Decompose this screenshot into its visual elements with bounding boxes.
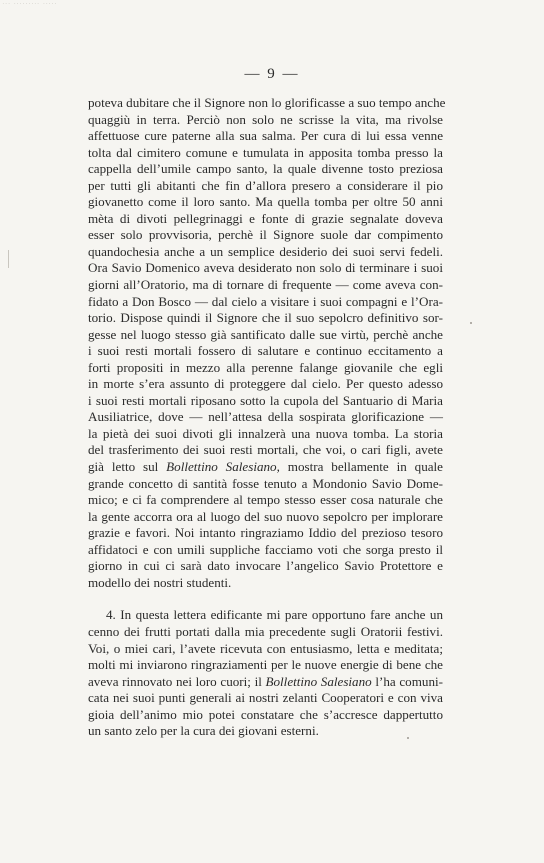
text-line: del trasferimento dei suoi resti mortali, che voi, o cari figli, avete bbox=[88, 442, 443, 458]
text-line: la gente accorra ora al luogo del suo nuovo sepolcro per implorare bbox=[88, 508, 443, 524]
italic-title: Bollettino Salesiano bbox=[265, 673, 372, 689]
text-line: giorni all’Oratorio, ma di tornare di frequente — come aveva con- bbox=[88, 277, 443, 293]
text-line: i suoi resti mortali riposano sotto la cupola del Santuario di Maria bbox=[88, 392, 443, 408]
text-line: in morte s’era assunto di proteggere dal cielo. Per questo adesso bbox=[88, 376, 443, 392]
text-line: quaggiù in terra. Perciò non solo ne scrisse la vita, ma rivolse bbox=[88, 111, 443, 127]
text-line: tolta dal cimitero comune e tumulata in apposita tomba presso la bbox=[88, 144, 443, 160]
text-line bbox=[88, 459, 443, 476]
text-line: affettuose cure paterne alla sua salma. Per cura di lui essa venne bbox=[88, 128, 443, 144]
text-line: grande concetto di santità fosse tenuto a Mondonio Savio Dome- bbox=[88, 475, 443, 491]
text-line: grazie e favori. Noi intanto ringraziamo Iddio del prezioso tesoro bbox=[88, 525, 443, 541]
text-line: Ora Savio Domenico aveva desiderato non solo di terminare i suoi bbox=[88, 260, 443, 276]
text-line: mèta di divoti pellegrinaggi e fonte di grazie segnalate doveva bbox=[88, 210, 443, 226]
text-line: esser solo provvisoria, perchè il Signore suole dar compimento bbox=[88, 227, 443, 243]
paragraph-1 bbox=[88, 95, 446, 591]
text-line: forti propositi in mezzo alla perenne falange giovanile che egli bbox=[88, 359, 443, 375]
text-line: aveva rinnovato nei loro cuori; il Bollettino Salesiano l’ha comuni- bbox=[88, 673, 443, 689]
text-line: mico; e ci fa comprendere al tempo stesso esser cosa naturale che bbox=[88, 492, 443, 508]
text-segment: già letto sul bbox=[88, 459, 167, 475]
text-line: 4. In questa lettera edificante mi pare opportuno fare anche un bbox=[106, 607, 443, 623]
text-line: cata nei suoi punti generali ai nostri zelanti Cooperatori e con viva bbox=[88, 690, 443, 706]
text-line: cappella dell’umile campo santo, la quale divenne tosto preziosa bbox=[88, 161, 443, 177]
text-line: gioia dell’animo mio potei constatare che s’accresce dappertutto bbox=[88, 706, 443, 722]
paragraph-2 bbox=[88, 607, 443, 739]
letter-body bbox=[88, 95, 446, 740]
text-line: poteva dubitare che il Signore non lo glorificasse a suo tempo anche bbox=[88, 95, 446, 110]
text-line: affidatoci e con umili suppliche facciamo voti che sorga presto il bbox=[88, 541, 443, 557]
text-segment: mostra bellamente in quale bbox=[279, 459, 443, 475]
text-line: gesse nel luogo stesso già santificato dalle sue virtù, perchè anche bbox=[88, 326, 443, 342]
text-line: un santo zelo per la cura dei giovani esterni. bbox=[88, 723, 319, 739]
text-line: cenno dei frutti portati dalla mia precedente sugli Oratorii festivi. bbox=[88, 623, 443, 639]
margin-mark bbox=[8, 250, 9, 268]
text-line: la pietà dei suoi divoti gli innalzerà una nuova tomba. La storia bbox=[88, 425, 443, 441]
text-line: fidato a Don Bosco — dal cielo a visitare i suoi compagni e l’Ora- bbox=[88, 293, 443, 309]
text-line: quandochesia anche a un semplice desiderio dei suoi servi fedeli. bbox=[88, 243, 443, 259]
text-line: giorno in cui ci sarà dato invocare l’angelico Savio Protettore e bbox=[88, 558, 443, 574]
text-line: Voi, o miei cari, l’avete ricevuta con entusiasmo, letta e meditata; bbox=[88, 640, 443, 656]
text-line: per tutti gli abitanti che fin d’allora presero a considerare il pio bbox=[88, 177, 443, 193]
text-line: i suoi resti mortali fossero di salutare e continuo eccitamento a bbox=[88, 343, 443, 359]
page-number: — 9 — bbox=[244, 66, 300, 82]
text-line: Ausiliatrice, dove — nell’attesa della sospirata glorificazione — bbox=[88, 409, 443, 425]
italic-title: Bollettino Salesiano, bbox=[166, 459, 280, 475]
text-line: giovanetto come il loro santo. Ma quella tomba per oltre 50 anni bbox=[88, 194, 443, 210]
corner-stamp-mark: ··· ········· ····· bbox=[2, 1, 58, 6]
paper-speck bbox=[470, 322, 472, 324]
text-line: torio. Dispose quindi il Signore che il suo sepolcro definitivo sor- bbox=[88, 310, 443, 326]
text-line: molti mi inviarono ringraziamenti per le nuove energie di bene che bbox=[88, 657, 443, 673]
text-line: modello dei nostri studenti. bbox=[88, 574, 232, 590]
